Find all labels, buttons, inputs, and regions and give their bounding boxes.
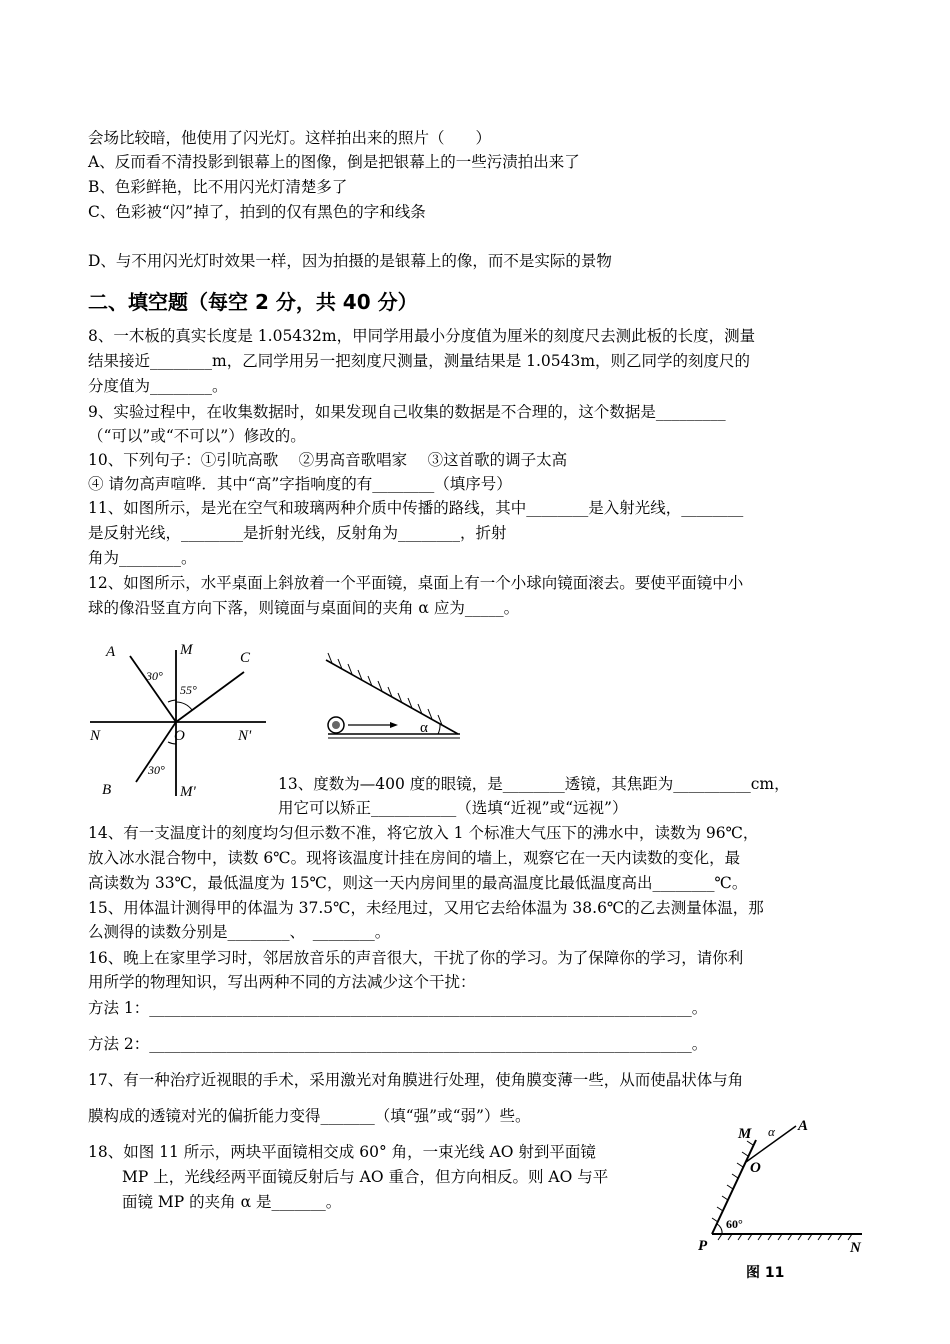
q14-line3: 高读数为 33℃，最低温度为 15℃，则这一天内房间里的最高温度比最低温度高出________℃。 (88, 874, 748, 892)
q18-line3: 面镜 MP 的夹角 α 是_______。 (122, 1193, 342, 1211)
label-b: B (102, 782, 112, 798)
arrow-head-icon (390, 722, 398, 728)
q18-line1: 18、如图 11 所示，两块平面镜相交成 60° 角，一束光线 AO 射到平面镜 (88, 1143, 596, 1161)
ray-oc (176, 672, 244, 722)
label-alpha: α (768, 1124, 775, 1139)
q7-option-b: B、色彩鲜艳，比不用闪光灯清楚多了 (88, 178, 348, 196)
q17-line1: 17、有一种治疗近视眼的手术，采用激光对角膜进行处理，使角膜变薄一些，从而使晶状体与角 (88, 1071, 744, 1089)
q17-line2: 膜构成的透镜对光的偏折能力变得_______（填“强”或“弱”）些。 (88, 1107, 531, 1125)
q7-option-c: C、色彩被“闪”掉了，拍到的仅有黑色的字和线条 (88, 203, 426, 221)
angle-30-bottom: 30° (148, 763, 165, 777)
mirror-mp-hatching (712, 1141, 753, 1222)
q15-line1: 15、用体温计测得甲的体温为 37.5℃，未经甩过，又用它去给体温为 38.6℃的乙去测量体温，那 (88, 899, 764, 917)
q11-line2: 是反射光线，________是折射光线，反射角为________，折射 (88, 524, 507, 542)
q8-line2: 结果接近________m，乙同学用另一把刻度尺测量，测量结果是 1.0543m，则乙同学的刻度尺的 (88, 352, 751, 370)
label-o: O (750, 1160, 761, 1176)
q12-line2: 球的像沿竖直方向下落，则镜面与桌面间的夹角 α 应为_____。 (88, 599, 520, 617)
q10-line1: 10、下列句子：①引吭高歌 ②男高音歌唱家 ③这首歌的调子太高 (88, 451, 568, 469)
label-a: A (106, 644, 116, 660)
angle-55: 55° (180, 683, 197, 697)
angle-30-top: 30° (146, 669, 163, 683)
mirror-ball-diagram (320, 650, 462, 746)
label-p: P (698, 1238, 708, 1254)
q16-method1: 方法 1：______________________________________________________________________。 (88, 999, 708, 1017)
q13-line2: 用它可以矫正___________（选填“近视”或“远视”） (278, 799, 628, 817)
q14-line2: 放入冰水混合物中，读数 6℃。现将该温度计挂在房间的墙上，观察它在一天内读数的变化，最 (88, 849, 741, 867)
label-a: A (798, 1118, 809, 1134)
two-mirrors-diagram (692, 1112, 870, 1258)
q7-option-d: D、与不用闪光灯时效果一样，因为拍摄的是银幕上的像，而不是实际的景物 (88, 252, 612, 270)
alpha-arc (438, 724, 440, 734)
q10-line2: ④ 请勿高声喧哗．其中“高”字指响度的有________（填序号） (88, 475, 512, 493)
ball-core (332, 721, 340, 729)
q12-line1: 12、如图所示，水平桌面上斜放着一个平面镜，桌面上有一个小球向镜面滚去。要使平面镜中小 (88, 574, 744, 592)
q16-line1: 16、晚上在家里学习时，邻居放音乐的声音很大，干扰了你的学习。为了保障你的学习，请你利 (88, 949, 744, 967)
q16-method2: 方法 2：______________________________________________________________________。 (88, 1035, 708, 1053)
label-alpha: α (420, 720, 428, 736)
label-n: N (90, 728, 101, 744)
q11-line1: 11、如图所示，是光在空气和玻璃两种介质中传播的路线，其中________是入射光线，________ (88, 499, 744, 517)
q16-line2: 用所学的物理知识，写出两种不同的方法减少这个干扰： (88, 973, 476, 991)
q13-line1: 13、度数为—400 度的眼镜，是________透镜，其焦距为__________cm， (278, 775, 790, 793)
q9-line2: （“可以”或“不可以”）修改的。 (88, 427, 306, 445)
label-60: 60° (726, 1217, 743, 1231)
q9-line1: 9、实验过程中，在收集数据时，如果发现自己收集的数据是不合理的，这个数据是_________ (88, 403, 726, 421)
label-m-prime: M' (180, 784, 196, 800)
q7-option-a: A、反而看不清投影到银幕上的图像，倒是把银幕上的一些污渍拍出来了 (88, 153, 580, 171)
figure-caption: 图 11 (746, 1265, 785, 1281)
label-c: C (240, 650, 251, 666)
q8-line1: 8、一木板的真实长度是 1.05432m，甲同学用最小分度值为厘米的刻度尺去测此板的长度，测量 (88, 327, 756, 345)
q14-line1: 14、有一支温度计的刻度均匀但示数不准，将它放入 1 个标准大气压下的沸水中，读数为 96℃， (88, 824, 759, 842)
label-n: N (850, 1240, 861, 1256)
q15-line2: 么测得的读数分别是________、 ________。 (88, 923, 391, 941)
label-o: O (174, 728, 185, 744)
ray-ao (130, 656, 176, 722)
q11-line3: 角为________。 (88, 549, 197, 567)
refraction-diagram (88, 636, 268, 804)
label-m: M (738, 1126, 752, 1142)
section-heading: 二、填空题（每空 2 分，共 40 分） (88, 290, 418, 314)
angle-arc (168, 700, 176, 702)
label-m: M (180, 642, 193, 658)
q8-line3: 分度值为________。 (88, 377, 228, 395)
q7-stem: 会场比较暗，他使用了闪光灯。这样拍出来的照片（ ） (88, 129, 492, 147)
q18-line2: MP 上，光线经两平面镜反射后与 AO 重合，但方向相反。则 AO 与平 (122, 1168, 609, 1186)
angle-60-arc (717, 1224, 722, 1234)
mirror-hatching (328, 653, 442, 725)
label-n-prime: N' (238, 728, 252, 744)
angle-arc (176, 702, 192, 710)
